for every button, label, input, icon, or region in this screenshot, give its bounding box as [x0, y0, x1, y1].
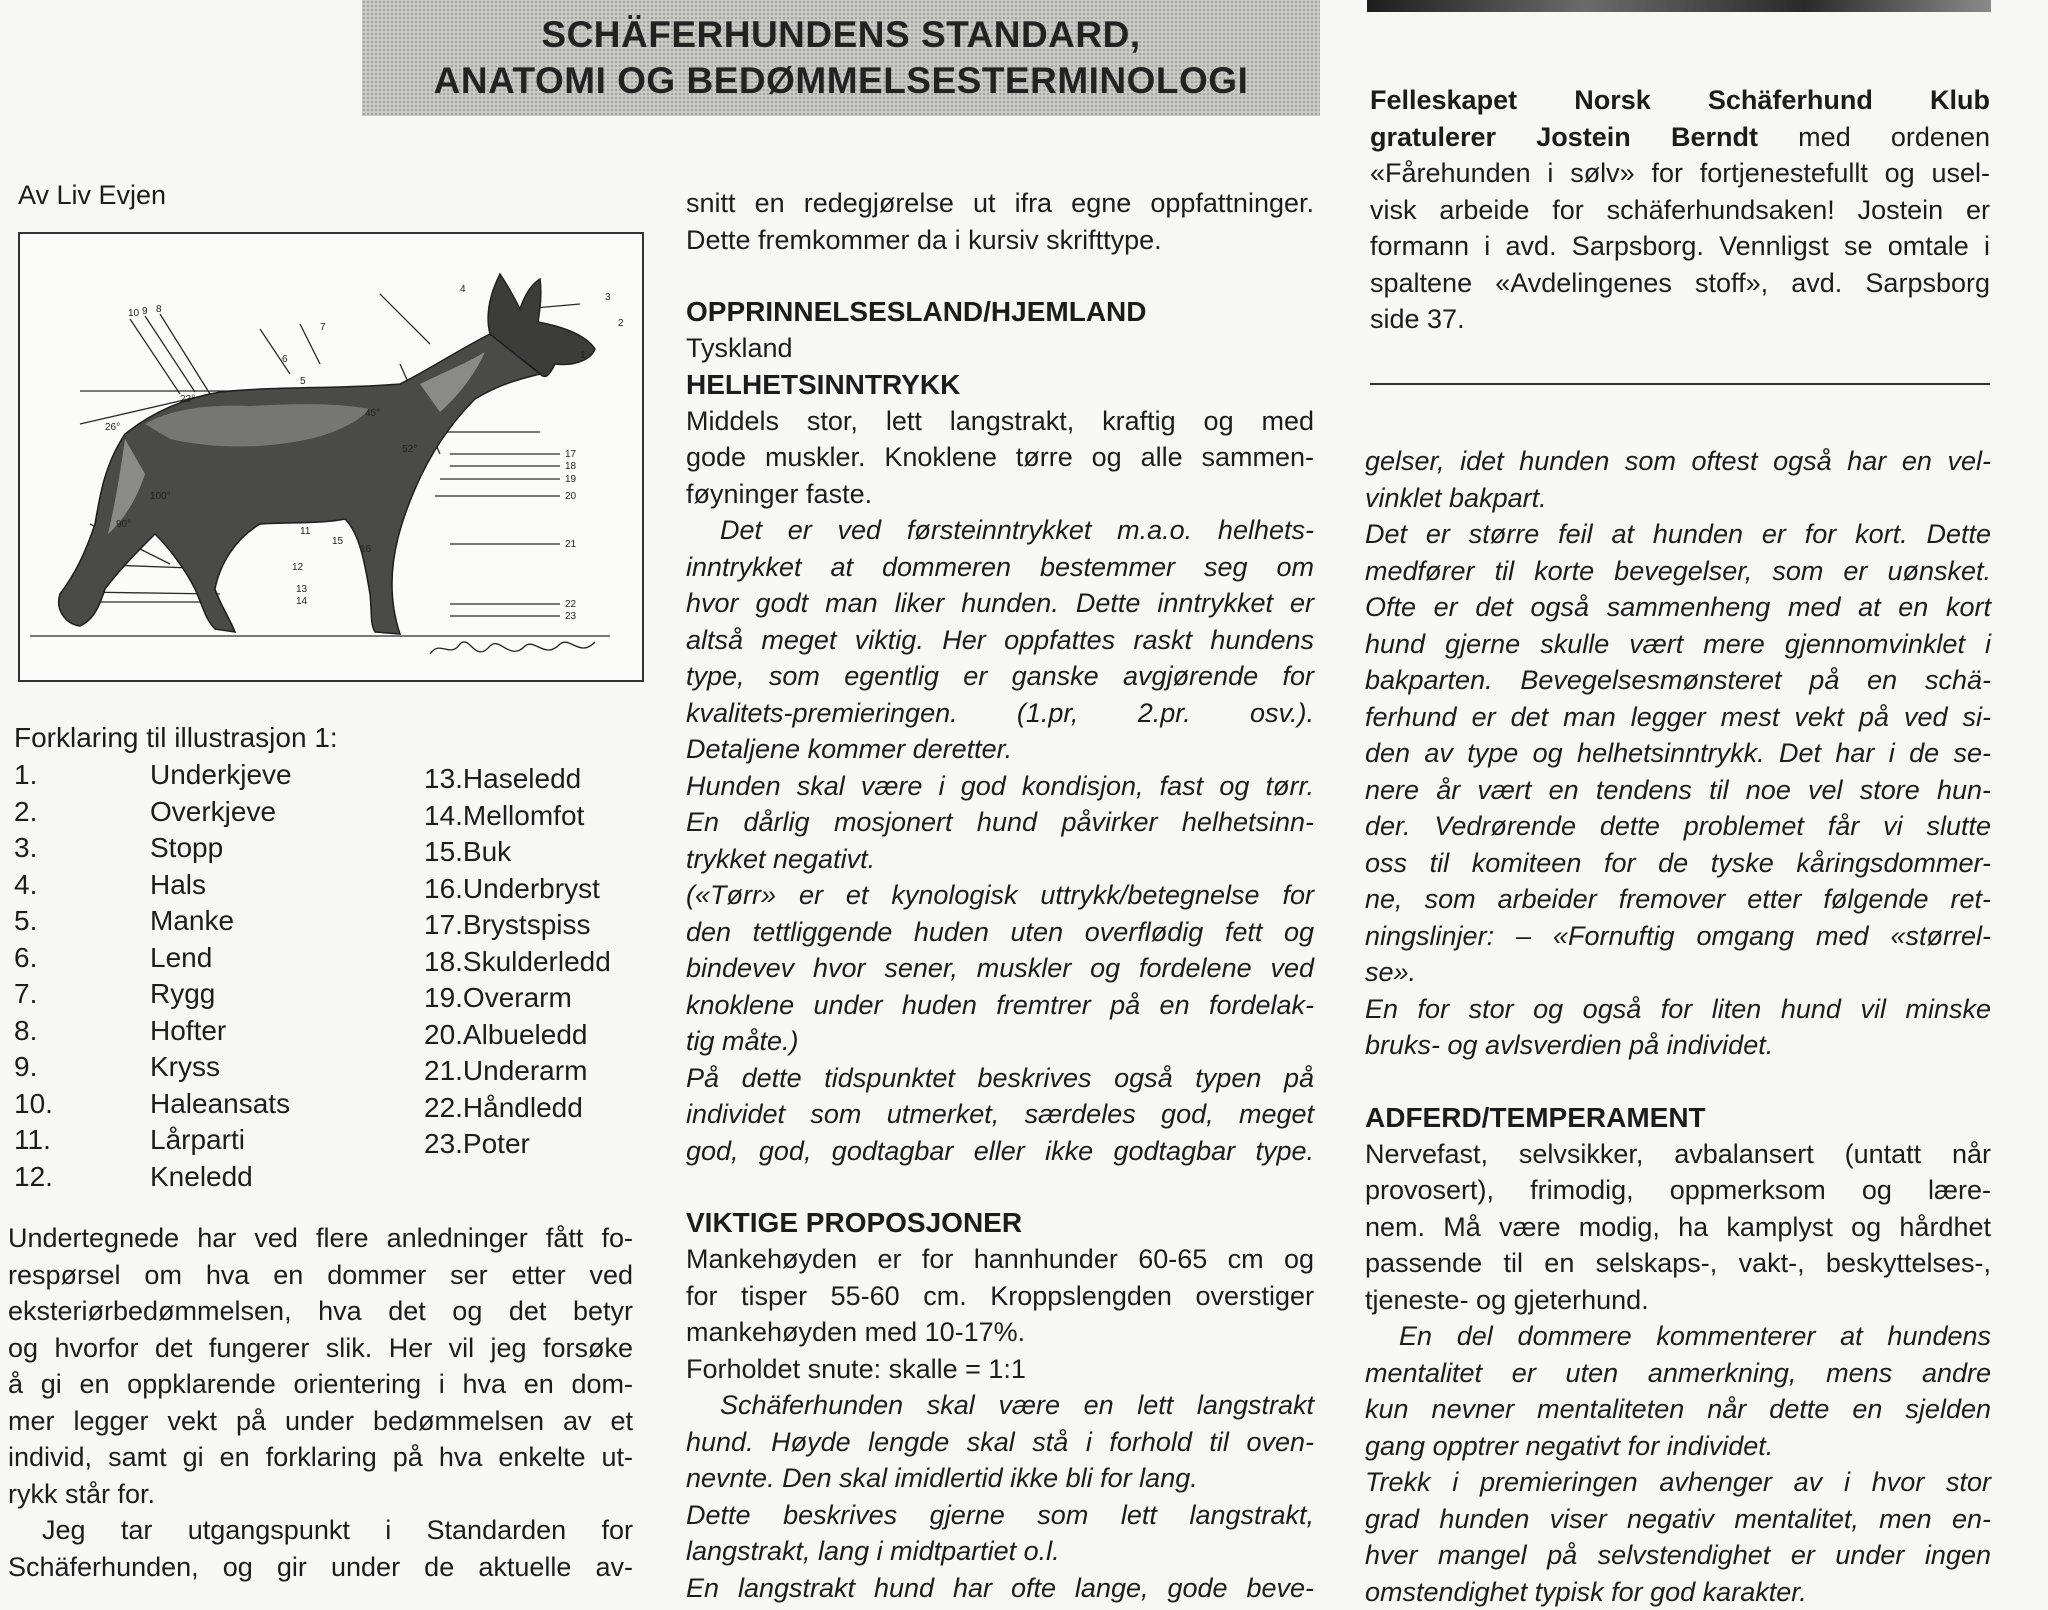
text-line: provosert), frimodig, oppmerksom og lære- [1365, 1172, 1991, 1209]
callout-number: 13 [296, 584, 308, 595]
legend-num: 3. [14, 830, 134, 867]
angle-label: 100° [150, 491, 171, 502]
legend-num: 12. [14, 1159, 134, 1196]
text-line: omstendighet typisk for god karakter. [1365, 1574, 1991, 1610]
text-line: vinklet bakpart. [1365, 480, 1991, 517]
text-line: mentalitet er uten anmerkning, mens andre [1365, 1355, 1991, 1392]
legend-item: 22.Håndledd [424, 1090, 644, 1127]
column-1-body [8, 1220, 633, 1585]
text-line: Detaljene kommer deretter. [686, 731, 1314, 768]
text-line: Mankehøyden er for hannhunder 60-65 cm og [686, 1241, 1314, 1278]
legend-item: 19.Overarm [424, 980, 644, 1017]
text-line: Det er ved førsteinntrykket m.a.o. helhets- [686, 512, 1314, 549]
angle-label: 90° [116, 519, 131, 530]
text-line: Dette fremkommer da i kursiv skrifttype. [686, 222, 1314, 259]
text-line: mankehøyden med 10-17%. [686, 1314, 1314, 1351]
legend-num: 9. [14, 1049, 134, 1086]
callout-number: 4 [460, 284, 466, 295]
legend-names-right [424, 761, 644, 1163]
dog-drawing [20, 234, 642, 680]
text-line: Schäferhunden skal være en lett langstrakt [686, 1387, 1314, 1424]
title-line-2: ANATOMI OG BEDØMMELSESTERMINOLOGI [434, 60, 1249, 101]
text-line: Nervefast, selvsikker, avbalansert (untatt når [1365, 1136, 1991, 1173]
legend-item: 16.Underbryst [424, 871, 644, 908]
text-line: En dårlig mosjonert hund påvirker helhetsinn- [686, 804, 1314, 841]
text-line: inntrykket at dommeren bestemmer seg om [686, 549, 1314, 586]
legend-names-left [150, 757, 410, 1195]
text-line: og hvorfor det fungerer slik. Her vil jeg forsøke [8, 1330, 633, 1367]
text-line: langstrakt, lang i midtpartiet o.l. [686, 1533, 1314, 1570]
legend-item: 18.Skulderledd [424, 944, 644, 981]
text-line: der. Vedrørende dette problemet får vi slutte [1365, 808, 1991, 845]
text-line: ningslinjer: – «Fornuftig omgang med «størrel- [1365, 918, 1991, 955]
legend-item: Overkjeve [150, 794, 410, 831]
text-line: Tyskland [686, 330, 1314, 367]
text-line: nere år vært en tendens til noe vel store hun- [1365, 772, 1991, 809]
divider [1370, 383, 1990, 385]
text-line: medfører til korte bevegelser, som er uønsket. [1365, 553, 1991, 590]
text-line: trykket negativt. [686, 841, 1314, 878]
text-line: På dette tidspunktet beskrives også typen på [686, 1060, 1314, 1097]
text-line: Felleskapet Norsk Schäferhund Klub [1370, 82, 1990, 119]
text-line: Schäferhunden, og gir under de aktuelle av- [8, 1549, 633, 1586]
callout-number: 9 [142, 306, 148, 317]
legend-list [14, 757, 574, 1197]
text-line: grad hunden viser negativ mentalitet, men en- [1365, 1501, 1991, 1538]
text-line: nevnte. Den skal imidlertid ikke bli for lang. [686, 1460, 1314, 1497]
text-line: altså meget viktig. Her oppfattes raskt hundens [686, 622, 1314, 659]
callout-number: 10 [128, 308, 140, 319]
legend-num: 5. [14, 903, 134, 940]
legend-item: 21.Underarm [424, 1053, 644, 1090]
callout-number: 11 [300, 526, 311, 537]
text-line: individ, samt gi en forklaring på hva enkelte ut- [8, 1439, 633, 1476]
legend-item: Stopp [150, 830, 410, 867]
text-line: å gi en oppklarende orientering i hva en dom- [8, 1366, 633, 1403]
callout-number: 1 [580, 350, 586, 361]
text-line: hund. Høyde lengde skal stå i forhold til oven- [686, 1424, 1314, 1461]
legend-num: 2. [14, 794, 134, 831]
angle-label: 26° [105, 422, 120, 433]
text-line: En langstrakt hund har ofte lange, gode beve- [686, 1570, 1314, 1607]
legend-num: 8. [14, 1013, 134, 1050]
legend-item: Lend [150, 940, 410, 977]
congratulation-notice [1370, 82, 1990, 338]
section-heading: HELHETSINNTRYKK [686, 367, 1314, 403]
text-line: Trekk i premieringen avhenger av i hvor stor [1365, 1464, 1991, 1501]
paragraph [8, 1512, 633, 1585]
text-line: hver mangel på selvstendighet er under ingen [1365, 1537, 1991, 1574]
text-line: Hunden skal være i god kondisjon, fast og tørr. [686, 768, 1314, 805]
callout-number: 15 [332, 536, 344, 547]
legend-item: Kryss [150, 1049, 410, 1086]
callout-number: 6 [282, 354, 288, 365]
legend-item: 13.Haseledd [424, 761, 644, 798]
title-banner [362, 0, 1320, 116]
legend-item: 20.Albueledd [424, 1017, 644, 1054]
callout-number: 8 [156, 304, 162, 315]
legend-item: Haleansats [150, 1086, 410, 1123]
text-line: respørsel om hva en dommer ser etter ved [8, 1257, 633, 1294]
text-line: En for stor og også for liten hund vil minske [1365, 991, 1991, 1028]
text-line: nem. Må være modig, ha kamplyst og hårdhet [1365, 1209, 1991, 1246]
callout-number: 21 [565, 539, 577, 550]
text-line: kvalitets-premieringen. (1.pr, 2.pr. osv.). [686, 695, 1314, 732]
text-line: gang opptrer negativt for individet. [1365, 1428, 1991, 1465]
legend-item: 23.Poter [424, 1126, 644, 1163]
section-heading: ADFERD/TEMPERAMENT [1365, 1100, 1991, 1136]
callout-number: 2 [618, 318, 624, 329]
text-line: føyninger faste. [686, 476, 1314, 513]
text-line: den av type og helhetsinntrykk. Det har i de se- [1365, 735, 1991, 772]
text-line: gelser, idet hunden som oftest også har en vel- [1365, 443, 1991, 480]
legend-num: 6. [14, 940, 134, 977]
text-line: gratulerer Jostein Berndt med ordenen [1370, 119, 1990, 156]
text-line: oss til komiteen for de tyske kåringsdommer- [1365, 845, 1991, 882]
callout-number: 16 [360, 544, 372, 555]
text-line: Ofte er det også sammenheng med at en kort [1365, 589, 1991, 626]
legend-num: 7. [14, 976, 134, 1013]
callout-number: 17 [565, 449, 577, 460]
callout-number: 23 [565, 611, 577, 622]
text-line: eksteriørbedømmelsen, hva det og det betyr [8, 1293, 633, 1330]
legend-item: Kneledd [150, 1159, 410, 1196]
legend-numbers [14, 757, 134, 1195]
callout-number: 20 [565, 491, 577, 502]
legend-heading: Forklaring til illustrasjon 1: [14, 720, 338, 757]
legend-item: Rygg [150, 976, 410, 1013]
text-line: ferhund er det man legger mest vekt på ved si- [1365, 699, 1991, 736]
congrats-bold: gratulerer Jostein Berndt [1370, 122, 1758, 152]
text-line: Dette beskrives gjerne som lett langstrakt, [686, 1497, 1314, 1534]
callout-number: 7 [320, 322, 326, 333]
text-line: spaltene «Avdelingenes stoff», avd. Sarpsborg [1370, 265, 1990, 302]
callout-number: 12 [292, 562, 304, 573]
column-3 [1365, 443, 1991, 1610]
text-line: for tisper 55-60 cm. Kroppslengden overstiger [686, 1278, 1314, 1315]
text-line: En del dommere kommenterer at hundens [1365, 1318, 1991, 1355]
section-heading: VIKTIGE PROPOSJONER [686, 1205, 1314, 1241]
legend-num: 11. [14, 1122, 134, 1159]
callout-number: 5 [300, 376, 306, 387]
text-line: bakparten. Bevegelsesmønsteret på en schä- [1365, 662, 1991, 699]
text-line: Middels stor, lett langstrakt, kraftig og med [686, 403, 1314, 440]
text-line: Det er større feil at hunden er for kort. Dette [1365, 516, 1991, 553]
callout-number: 19 [565, 474, 577, 485]
legend-num: 4. [14, 867, 134, 904]
legend-item: Hals [150, 867, 410, 904]
text-line: tjeneste- og gjeterhund. [1365, 1282, 1991, 1319]
text-line: kun nevner mentaliteten når dette en sjelden [1365, 1391, 1991, 1428]
text-line: gode muskler. Knoklene tørre og alle sammen- [686, 439, 1314, 476]
text-line: hvor godt man liker hunden. Dette inntrykket er [686, 585, 1314, 622]
callout-number: 18 [565, 461, 577, 472]
legend-item: Manke [150, 903, 410, 940]
text-line: «Fårehunden i sølv» for fortjenestefullt og usel- [1370, 155, 1990, 192]
text-line: se». [1365, 954, 1991, 991]
legend-num: 1. [14, 757, 134, 794]
text-line: type, som egentlig er ganske avgjørende for [686, 658, 1314, 695]
legend-item: 15.Buk [424, 834, 644, 871]
paragraph [8, 1220, 633, 1512]
text-line: passende til en selskaps-, vakt-, beskyttelses-, [1365, 1245, 1991, 1282]
text-line: knoklene under huden fremtrer på en fordelak- [686, 987, 1314, 1024]
legend-item: 17.Brystspiss [424, 907, 644, 944]
text-line: bindevev hvor sener, muskler og fordelene ved [686, 950, 1314, 987]
dog-anatomy-illustration [18, 232, 644, 682]
legend-item: 14.Mellomfot [424, 798, 644, 835]
callout-number: 14 [296, 596, 308, 607]
angle-label: 52° [402, 444, 417, 455]
text-line: («Tørr» er et kynologisk uttrykk/betegnelse for [686, 877, 1314, 914]
legend-num: 10. [14, 1086, 134, 1123]
text-line: formann i avd. Sarpsborg. Vennligst se omtale i [1370, 228, 1990, 265]
callout-number: 22 [565, 599, 577, 610]
text-line: den tettliggende huden uten overflødig fett og [686, 914, 1314, 951]
text-line: Forholdet snute: skalle = 1:1 [686, 1351, 1314, 1388]
text-line: side 37. [1370, 301, 1990, 338]
text-line: ne, som arbeider fremover etter følgende ret- [1365, 881, 1991, 918]
title-line-1: SCHÄFERHUNDENS STANDARD, [541, 14, 1140, 55]
angle-label: 23° [180, 394, 195, 405]
angle-label: 45° [365, 408, 380, 419]
legend-item: Underkjeve [150, 757, 410, 794]
text-line: Undertegnede har ved flere anledninger fått fo- [8, 1220, 633, 1257]
byline: Av Liv Evjen [18, 177, 166, 214]
section-heading: OPPRINNELSESLAND/HJEMLAND [686, 294, 1314, 330]
legend-item: Lårparti [150, 1122, 410, 1159]
legend-item: Hofter [150, 1013, 410, 1050]
text-line: visk arbeide for schäferhundsaken! Jostein er [1370, 192, 1990, 229]
text-line: rykk står for. [8, 1476, 633, 1513]
text-line: mer legger vekt på under bedømmelsen av et [8, 1403, 633, 1440]
text-line: Jeg tar utgangspunkt i Standarden for [8, 1512, 633, 1549]
photo-strip [1367, 0, 1991, 12]
text-line: god, god, godtagbar eller ikke godtagbar type. [686, 1133, 1314, 1170]
text-line: hund gjerne skulle vært mere gjennomvinklet i [1365, 626, 1991, 663]
text-line: tig måte.) [686, 1023, 1314, 1060]
column-2 [686, 185, 1314, 1606]
callout-number: 3 [605, 292, 611, 303]
text-line: snitt en redegjørelse ut ifra egne oppfattninger. [686, 185, 1314, 222]
text-line: bruks- og avlsverdien på individet. [1365, 1027, 1991, 1064]
text-line: individet som utmerket, særdeles god, meget [686, 1096, 1314, 1133]
